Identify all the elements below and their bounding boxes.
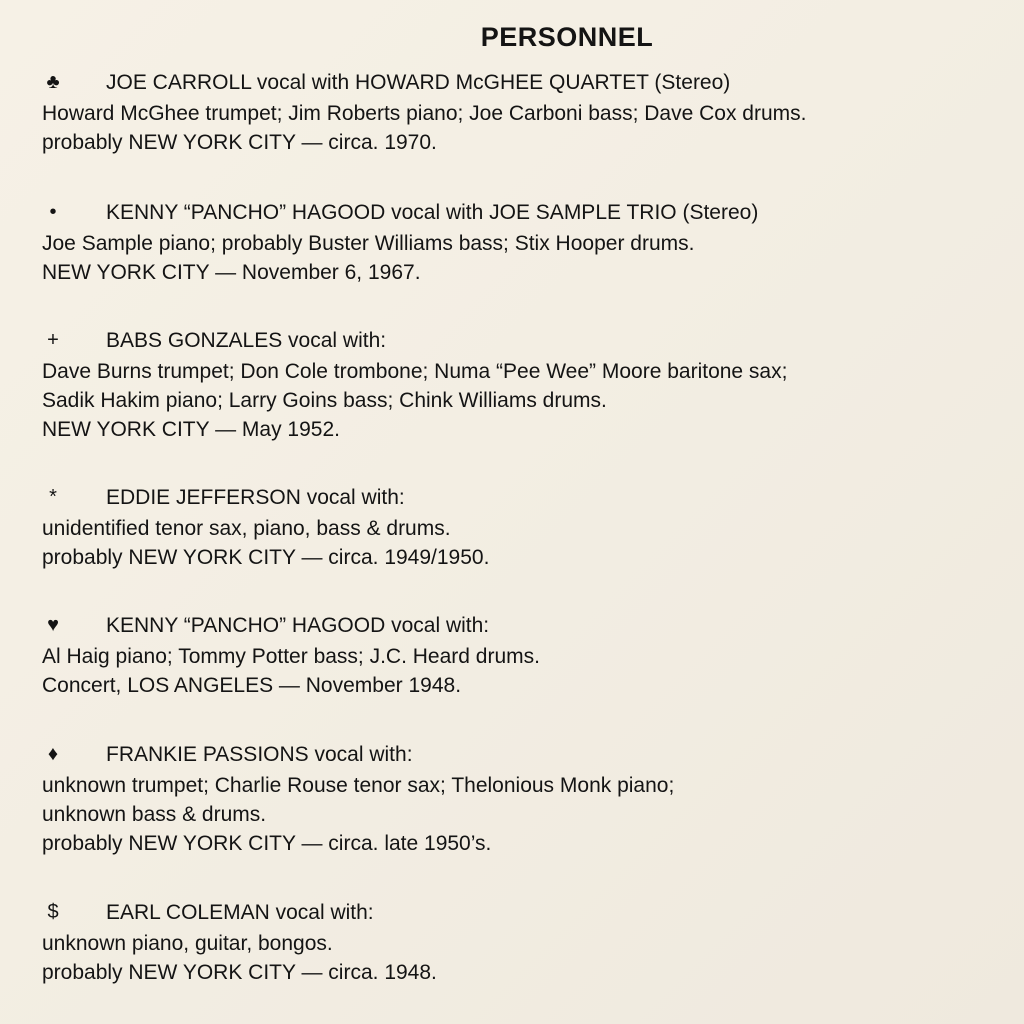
entry-heading-row — [42, 324, 1012, 357]
entry-heading: BABS GONZALES vocal with: — [106, 329, 387, 352]
entry-detail-line: Dave Burns trumpet; Don Cole trombone; Numa “Pee Wee” Moore baritone sax; — [42, 360, 788, 383]
entry-detail-line: NEW YORK CITY — May 1952. — [42, 418, 340, 441]
personnel-entry — [42, 738, 1012, 858]
asterisk-symbol: * — [49, 486, 57, 508]
entry-heading-row — [42, 66, 1012, 99]
entry-detail-line: Howard McGhee trumpet; Jim Roberts piano; Joe Carboni bass; Dave Cox drums. — [42, 102, 807, 125]
entry-detail-line: Joe Sample piano; probably Buster Williams bass; Stix Hooper drums. — [42, 232, 695, 255]
personnel-entry — [42, 66, 1012, 157]
plus-symbol: + — [47, 329, 59, 351]
bullet-symbol: • — [49, 201, 57, 223]
entry-detail-line: unknown trumpet; Charlie Rouse tenor sax; Thelonious Monk piano; — [42, 774, 675, 797]
entry-detail-line: probably NEW YORK CITY — circa. 1948. — [42, 961, 437, 984]
entry-detail-line: Sadik Hakim piano; Larry Goins bass; Chink Williams drums. — [42, 389, 607, 412]
entry-heading-row — [42, 481, 1012, 514]
entry-detail-line: NEW YORK CITY — November 6, 1967. — [42, 261, 421, 284]
entry-detail-line: unknown bass & drums. — [42, 803, 267, 826]
club-symbol: ♣ — [46, 71, 60, 93]
entry-heading: JOE CARROLL vocal with HOWARD McGHEE QUARTET (Stereo) — [106, 71, 731, 94]
dollar-symbol: $ — [47, 901, 59, 923]
entry-heading-row — [42, 738, 1012, 771]
entry-heading: KENNY “PANCHO” HAGOOD vocal with JOE SAMPLE TRIO (Stereo) — [106, 201, 759, 224]
entry-heading: EARL COLEMAN vocal with: — [106, 901, 374, 924]
personnel-entry — [42, 609, 1012, 700]
entry-detail-line: Al Haig piano; Tommy Potter bass; J.C. Heard drums. — [42, 645, 540, 668]
page-title: PERSONNEL — [480, 22, 654, 52]
diamond-symbol: ♦ — [47, 743, 59, 765]
personnel-entry — [42, 324, 1012, 444]
entry-heading: EDDIE JEFFERSON vocal with: — [106, 486, 405, 509]
entry-heading-row — [42, 196, 1012, 229]
entry-detail-line: probably NEW YORK CITY — circa. 1949/1950. — [42, 546, 490, 569]
entry-detail-line: probably NEW YORK CITY — circa. 1970. — [42, 131, 437, 154]
entry-heading-row — [42, 896, 1012, 929]
entry-detail-line: unknown piano, guitar, bongos. — [42, 932, 333, 955]
entry-detail-line: Concert, LOS ANGELES — November 1948. — [42, 674, 462, 697]
entry-heading: KENNY “PANCHO” HAGOOD vocal with: — [106, 614, 490, 637]
personnel-entry — [42, 896, 1012, 987]
entry-detail-line: unidentified tenor sax, piano, bass & drums. — [42, 517, 451, 540]
entry-heading-row — [42, 609, 1012, 642]
entry-heading: FRANKIE PASSIONS vocal with: — [106, 743, 413, 766]
personnel-entry — [42, 481, 1012, 572]
entry-detail-line: probably NEW YORK CITY — circa. late 1950’s. — [42, 832, 492, 855]
personnel-entry — [42, 196, 1012, 287]
heart-symbol: ♥ — [47, 614, 59, 636]
